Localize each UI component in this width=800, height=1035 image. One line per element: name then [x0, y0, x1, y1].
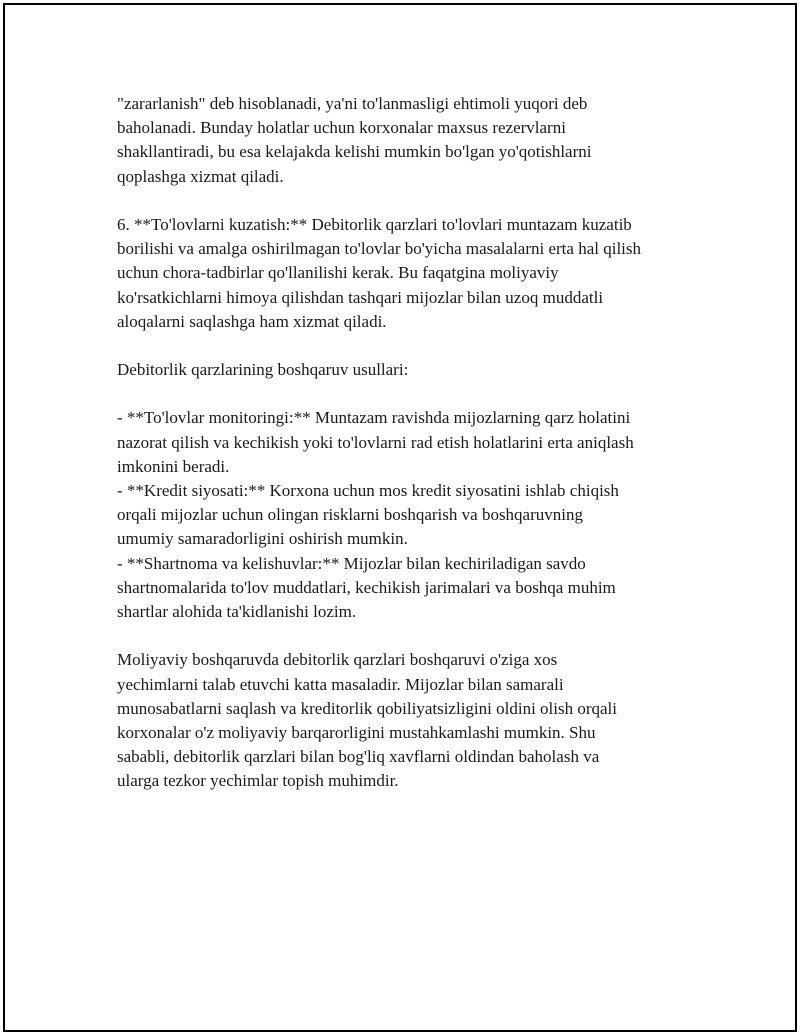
text-line: shartlar alohida ta'kidlanishi lozim. — [117, 601, 357, 621]
text-line: nazorat qilish va kechikish yoki to'lovlarni rad etish holatlarini erta aniqlash — [117, 432, 634, 452]
management-methods-list — [117, 406, 717, 624]
text-line: - **Kredit siyosati:** Korxona uchun mos kredit siyosatini ishlab chiqish — [117, 481, 619, 500]
text-line: 6. **To'lovlarni kuzatish:** Debitorlik qarzlari to'lovlari muntazam kuzatib — [117, 214, 632, 234]
document-body — [117, 92, 717, 793]
text-line: ko'rsatkichlarni himoya qilishdan tashqari mijozlar bilan uzoq muddatli — [117, 287, 604, 307]
paragraph-continuation — [117, 92, 717, 189]
paragraph-conclusion — [117, 648, 717, 793]
text-line: Moliyaviy boshqaruvda debitorlik qarzlari boshqaruvi o'ziga xos — [117, 650, 558, 670]
text-line: umumiy samaradorligini oshirish mumkin. — [117, 529, 408, 549]
text-line: korxonalar o'z moliyaviy barqarorligini mustahkamlashi mumkin. Shu — [117, 722, 596, 742]
text-line: munosabatlarni saqlash va kreditorlik qobiliyatsizligini oldini olish orqali — [117, 698, 618, 718]
paragraph-payment-tracking — [117, 213, 717, 334]
text-line: sababli, debitorlik qarzlari bilan bog'liq xavflarni oldindan baholash va — [117, 747, 600, 767]
text-line: - **Shartnoma va kelishuvlar:** Mijozlar bilan kechiriladigan savdo — [117, 553, 586, 573]
text-line: shakllantiradi, bu esa kelajakda kelishi mumkin bo'lgan yo'qotishlarni — [117, 142, 592, 162]
text-line: ularga tezkor yechimlar topish muhimdir. — [117, 771, 399, 791]
text-line: qoplashga xizmat qiladi. — [117, 166, 284, 186]
text-line: orqali mijozlar uchun olingan risklarni boshqarish va boshqaruvning — [117, 505, 583, 525]
text-line: uchun chora-tadbirlar qo'llanilishi kerak. Bu faqatgina moliyaviy — [117, 263, 559, 283]
text-line: "zararlanish" deb hisoblanadi, ya'ni to'lanmasligi ehtimoli yuqori deb — [117, 94, 588, 113]
text-line: shartnomalarida to'lov muddatlari, kechikish jarimalari va boshqa muhim — [117, 577, 616, 597]
text-line: aloqalarni saqlashga ham xizmat qiladi. — [117, 311, 387, 331]
text-line: Debitorlik qarzlarining boshqaruv usullari: — [117, 360, 409, 380]
text-line: yechimlarni talab etuvchi katta masaladir. Mijozlar bilan samarali — [117, 674, 564, 694]
text-line: imkonini beradi. — [117, 456, 230, 476]
text-line: borilishi va amalga oshirilmagan to'lovlar bo'yicha masalalarni erta hal qilish — [117, 239, 642, 259]
text-line: - **To'lovlar monitoringi:** Muntazam ravishda mijozlarning qarz holatini — [117, 408, 631, 428]
text-line: baholanadi. Bunday holatlar uchun korxonalar maxsus rezervlarni — [117, 118, 566, 138]
section-heading — [117, 358, 717, 382]
